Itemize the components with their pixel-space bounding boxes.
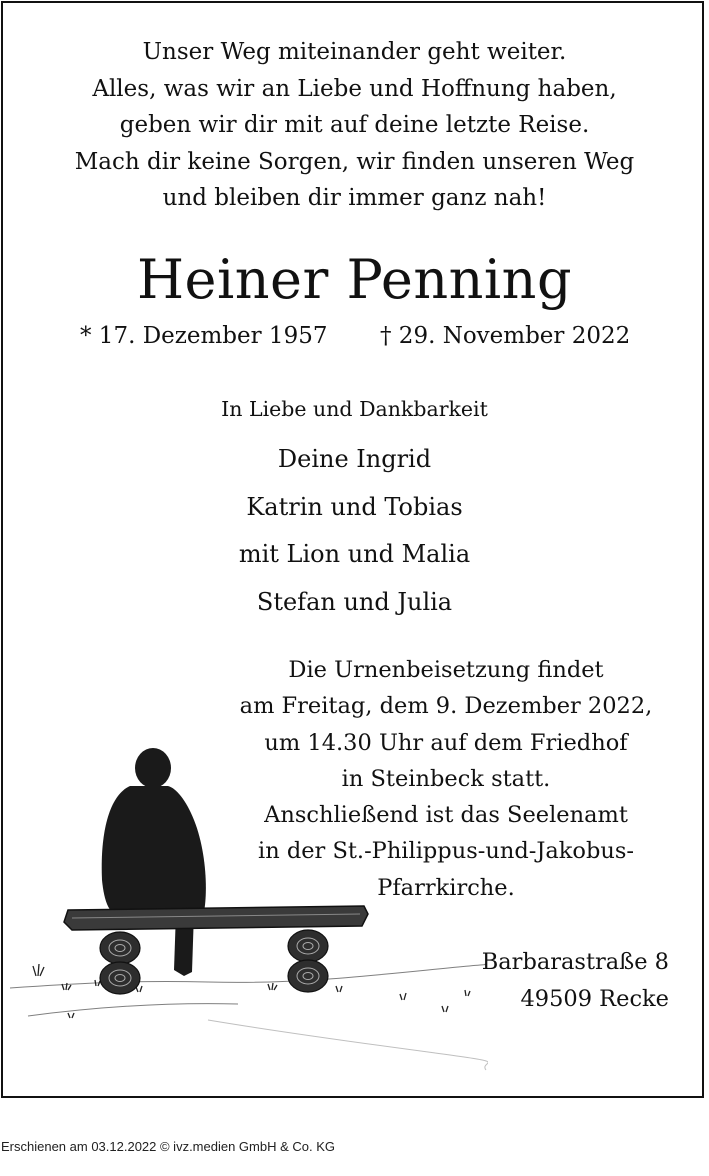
funeral-line: in Steinbeck statt. (341, 765, 551, 792)
poem (0, 34, 709, 217)
funeral-line: in der St.-Philippus-und-Jakobus- (258, 838, 634, 865)
funeral-line: Die Urnenbeisetzung findet (288, 657, 604, 683)
funeral-line: am Freitag, dem 9. Dezember 2022, (239, 693, 653, 720)
death-date: † 29. November 2022 (380, 323, 631, 349)
address-block (482, 944, 669, 1018)
deceased-name: Heiner Penning (136, 248, 573, 311)
funeral-line: um 14.30 Uhr auf dem Friedhof (264, 729, 628, 756)
mourners-list (0, 436, 709, 626)
funeral-line: Anschließend ist das Seelenamt (264, 802, 628, 829)
funeral-line: Pfarrkirche. (377, 874, 515, 901)
poem-line: geben wir dir mit auf deine letzte Reise. (119, 112, 590, 138)
mourner: mit Lion und Malia (238, 540, 471, 568)
poem-line: Mach dir keine Sorgen, wir finden unseren Weg (74, 148, 635, 175)
poem-line: Alles, was wir an Liebe und Hoffnung haben, (92, 75, 617, 102)
mourner: Katrin und Tobias (246, 492, 463, 521)
address-city: 49509 Recke (520, 986, 669, 1012)
publication-footer: Erschienen am 03.12.2022 © ivz.medien GmbH & Co. KG (1, 1139, 336, 1154)
poem-line: Unser Weg miteinander geht weiter. (142, 39, 567, 65)
mourner: Deine Ingrid (277, 445, 432, 473)
birth-date: * 17. Dezember 1957 (80, 323, 328, 349)
mourner: Stefan und Julia (256, 587, 453, 616)
poem-line: und bleiben dir immer ganz nah! (162, 185, 547, 211)
funeral-notice (232, 652, 660, 906)
address-street: Barbarastraße 8 (481, 949, 669, 975)
thanks-line: In Liebe und Dankbarkeit (221, 397, 488, 421)
